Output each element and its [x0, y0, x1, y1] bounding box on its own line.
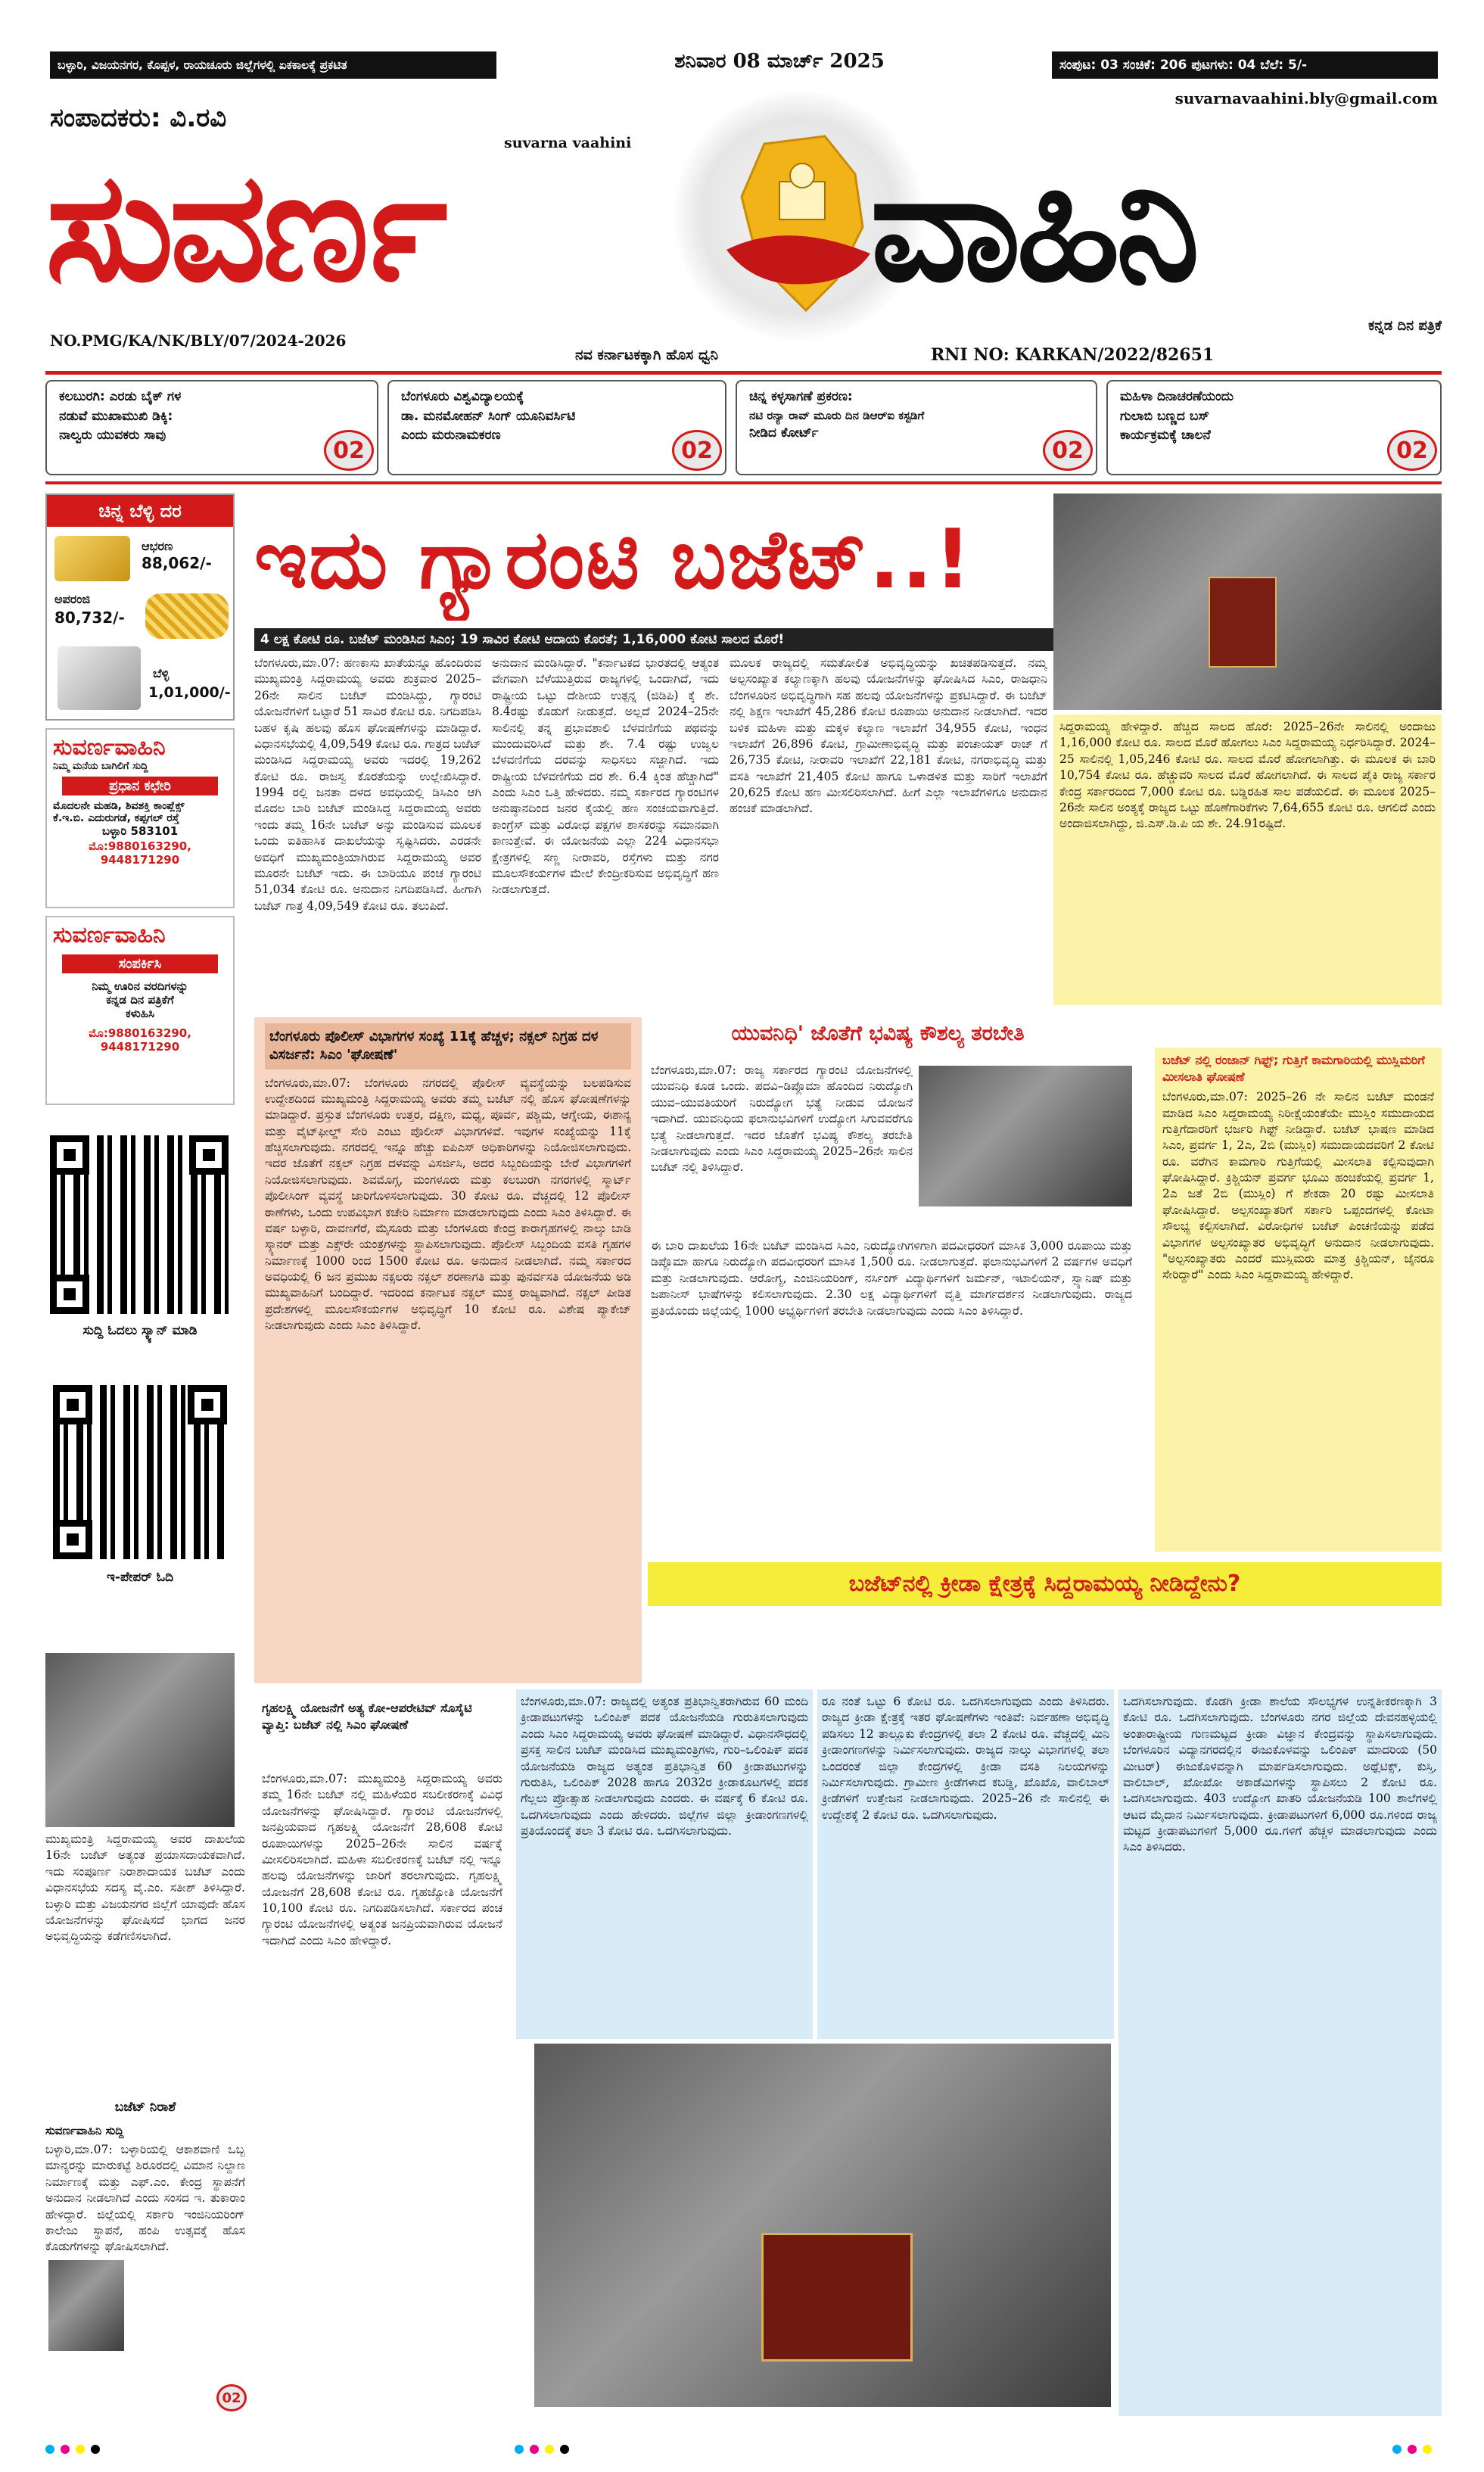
- sports-column: ರೂ ನಂತೆ ಒಟ್ಟು 6 ಕೋಟಿ ರೂ. ಒದಗಿಸಲಾಗುವುದು ಎಂದು ತಿಳಿಸಿದರು. ರಾಜ್ಯದ ಕ್ರೀಡಾ ಕ್ಷೇತ್ರಕ್ಕೆ ಇತರ ಘೋಷಣೆಗಳು ಇಂತಿವೆ: ನಿರ್ವಹಣಾ ಅಭಿವೃದ್ಧಿ ಪಡಿಸಲು 12 ತಾಲ್ಲೂಕು ಕೇಂದ್ರಗಳಲ್ಲಿ ತಲಾ 2 ಕೋಟಿ ರೂ. ವೆಚ್ಚದಲ್ಲಿ ಮಿನಿ ಕ್ರೀಡಾಂಗಣಗಳನ್ನು ನಿರ್ಮಿಸಲಾಗುವುದು. ರಾಜ್ಯದ ನಾಲ್ಕು ವಿಭಾಗಗಳಲ್ಲಿ ತಲಾ ಒಂದರಂತೆ ಜಿಲ್ಲಾ ಕೇಂದ್ರಗಳಲ್ಲಿ ಕ್ರೀಡಾ ವಸತಿ ನಿಲಯಗಳನ್ನು ನಿರ್ಮಿಸಲಾಗುವುದು. ಗ್ರಾಮೀಣ ಕ್ರೀಡೆಗಳಾದ ಕಬಡ್ಡಿ, ಖೊಖೊ, ವಾಲಿಬಾಲ್ ಕ್ರೀಡೆಗಳಿಗೆ ಉತ್ತೇಜನ ನೀಡಲಾಗುವುದು. 2025–26 ನೇ ಸಾಲಿನಲ್ಲಿ ಈ ಉದ್ದೇಶಕ್ಕೆ 2 ಕೋಟಿ ರೂ. ಒದಗಿಸಲಾಗುವುದು.: [817, 1689, 1114, 2039]
- police-story: [254, 1017, 642, 1683]
- assembly-photo: [45, 1653, 235, 1827]
- ad-brand: ಸುವರ್ಣವಾಹಿನಿ: [53, 734, 166, 761]
- budget-team-photo: [534, 2044, 1111, 2407]
- mp-portrait: [48, 2260, 124, 2351]
- ad-line: ಕನ್ನಡ ದಿನ ಪತ್ರಿಕೆಗೆ: [106, 993, 174, 1007]
- silver-label: ಬೆಳ್ಳಿ: [153, 666, 170, 680]
- youth-body: ಈ ಬಾರಿ ದಾಖಲೆಯ 16ನೇ ಬಜೆಟ್ ಮಂಡಿಸಿದ ಸಿಎಂ, ನಿರುದ್ಯೋಗಿಗಳಿಗಾಗಿ ಪದವೀಧರರಿಗೆ ಮಾಸಿಕ 3,000 ರೂಪಾಯಿ ಮತ್ತು ಡಿಪ್ಲೊಮಾ ಹಾಗೂ ನಿರುದ್ಯೋಗಿ ಪದವೀಧರರಿಗೆ ಮಾಸಿಕ 1,500 ರೂ. ನೀಡಲಾಗುತ್ತದೆ. ಫಲಾನುಭವಿಗಳಿಗೆ 2 ವರ್ಷಗಳ ಅವಧಿಗೆ ಮತ್ತು ನೀಡಲಾಗುವುದು. ಆರೋಗ್ಯ, ಎಂಜಿನಿಯರಿಂಗ್, ನರ್ಸಿಂಗ್ ವಿದ್ಯಾರ್ಥಿಗಳಿಗೆ ಜರ್ಮನ್, ಇಟಾಲಿಯನ್, ಸ್ಪ್ಯಾನಿಷ್ ಮತ್ತು ಜಪಾನೀಸ್ ಭಾಷೆಗಳನ್ನು ಕಲಿಸಲಾಗುವುದು. 2.30 ಲಕ್ಷ ವಿದ್ಯಾರ್ಥಿಗಳಿಗೆ ವೃತ್ತಿ ಮಾರ್ಗದರ್ಶನ ನೀಡಲಾಗುವುದು. ರಾಜ್ಯದ ಪ್ರತಿಯೊಂದು ಜಿಲ್ಲೆಯಲ್ಲಿ 1000 ಅಭ್ಯರ್ಥಿಗಳಿಗೆ ತರಬೇತಿ ನೀಡಲಾಗುವುದು ಎಂದು ಸಿಎಂ ತಿಳಿಸಿದ್ದಾರೆ.: [651, 1239, 1132, 1318]
- gold22-rate: 88,062/-: [142, 554, 212, 572]
- gruhalakshmi-body: ಬೆಂಗಳೂರು,ಮಾ.07: ಮುಖ್ಯಮಂತ್ರಿ ಸಿದ್ದರಾಮಯ್ಯ ಅವರು ತಮ್ಮ 16ನೇ ಬಜೆಟ್ ನಲ್ಲಿ ಮಹಿಳೆಯರ ಸಬಲೀಕರಣಕ್ಕೆ ವಿವಿಧ ಯೋಜನೆಗಳನ್ನು ಘೋಷಿಸಿದ್ದಾರೆ. ಗ್ಯಾರಂಟಿ ಯೋಜನೆಗಳಲ್ಲಿ ಜನಪ್ರಿಯವಾದ ಗೃಹಲಕ್ಷ್ಮಿ ಯೋಜನೆಗೆ 28,608 ಕೋಟಿ ರೂಪಾಯಿಗಳನ್ನು 2025–26ನೇ ಸಾಲಿನ ವರ್ಷಕ್ಕೆ ಮೀಸಲಿರಿಸಲಾಗಿದೆ. ಮಹಿಳಾ ಸಬಲೀಕರಣಕ್ಕೆ ಬಜೆಟ್ ನಲ್ಲಿ ಇನ್ನೂ ಹಲವು ಯೋಜನೆಗಳನ್ನು ಜಾರಿಗೆ ತರಲಾಗುವುದು. ಗೃಹಲಕ್ಷ್ಮಿ ಯೋಜನೆಗೆ 28,608 ಕೋಟಿ ರೂ. ಗೃಹಜ್ಯೋತಿ ಯೋಜನೆಗೆ 10,100 ಕೋಟಿ ರೂ. ನಿಗದಿಪಡಿಸಲಾಗಿದೆ. ಸರ್ಕಾರದ ಪಂಚ ಗ್ಯಾರಂಟಿ ಯೋಜನೆಗಳಲ್ಲಿ ಅತ್ಯಂತ ಜನಪ್ರಿಯವಾಗಿರುವ ಯೋಜನೆ ಇದಾಗಿದೆ ಎಂದು ಸಿಎಂ ಹೇಳಿದ್ದಾರೆ.: [262, 1772, 502, 1947]
- reservation-body: ಬೆಂಗಳೂರು,ಮಾ.07: 2025–26 ನೇ ಸಾಲಿನ ಬಜೆಟ್ ಮಂಡನೆ ಮಾಡಿದ ಸಿಎಂ ಸಿದ್ದರಾಮಯ್ಯ ನಿರೀಕ್ಷೆಯಂತೆಯೇ ಮುಸ್ಲಿಂ ಸಮುದಾಯದ ಗುತ್ತಿಗೆದಾರರಿಗೆ ಭರ್ಜರಿ ಗಿಫ್ಟ್ ನೀಡಿದ್ದಾರೆ. ಬಜೆಟ್ ಭಾಷಣ ಮಾಡಿದ ಸಿಎಂ, ಪ್ರವರ್ಗ 1, 2ಎ, 2ಬಿ (ಮುಸ್ಲಿಂ) ಸಮುದಾಯದವರಿಗೆ 2 ಕೋಟಿ ರೂ. ವರೆಗಿನ ಕಾಮಗಾರಿ ಗುತ್ತಿಗೆಯಲ್ಲಿ ಮೀಸಲಾತಿ ಕಲ್ಪಿಸುವುದಾಗಿ ಘೋಷಿಸಿದ್ದಾರೆ. ಕ್ರಿಶ್ಚಿಯನ್ ಪ್ರವರ್ಗ ಭೂಮಿ ಹಂಚಿಕೆಯಲ್ಲಿ ಪ್ರವರ್ಗ 1, 2ಎ ಜತೆ 2ಬಿ (ಮುಸ್ಲಿಂ) ಗೆ ಶೇಕಡಾ 20 ರಷ್ಟು ಮೀಸಲಾತಿ ಘೋಷಿಸಿದ್ದಾರೆ. ಅಲ್ಪಸಂಖ್ಯಾತರಿಗೆ ಸರ್ಕಾರಿ ಒಪ್ಪಂದಗಳಲ್ಲಿ ಕೋಟಾ ಸೌಲಭ್ಯ ಕಲ್ಪಿಸಲಾಗಿದೆ. ವಿರೋಧಿಗಳ ಬಜೆಟ್ ಪಿಂಚಣಿಯನ್ನು ಪಡೆದ ವಿಭಾಗಗಳ ಅಲ್ಪಸಂಖ್ಯಾತರ ಅಭಿವೃದ್ಧಿಗೆ ಅನುದಾನ ನೀಡಲಾಗುವುದು. "ಅಲ್ಪಸಂಖ್ಯಾತರು ಎಂದರೆ ಮುಸ್ಲಿಮರು ಮಾತ್ರ ಕ್ರಿಶ್ಚಿಯನ್, ಜೈನರೂ ಸೇರಿದ್ದಾರೆ" ಎಂದು ಸಿಎಂ ಸಿದ್ದರಾಮಯ್ಯ ಹೇಳಿದ್ದಾರೆ.: [1162, 1090, 1434, 1282]
- page-number-badge: 02: [1387, 430, 1437, 471]
- police-headline: ಬೆಂಗಳೂರು ಪೊಲೀಸ್ ವಿಭಾಗಗಳ ಸಂಖ್ಯೆ 11ಕ್ಕೆ ಹೆಚ್ಚಳ; ನಕ್ಸಲ್ ನಿಗ್ರಹ ದಳ ವಿಸರ್ಜನೆ: ಸಿಎಂ 'ಘೋಷಣೆ': [265, 1023, 631, 1069]
- ad-address-line: ಕೆ.ಇ.ಬಿ. ಎದುರುಗಡೆ, ಕಪ್ಪಗಲ್ ರಸ್ತೆ: [53, 812, 179, 824]
- teaser-line: ಗುಲಾಬಿ ಬಣ್ಣದ ಬಸ್: [1120, 408, 1209, 424]
- youth-headline: ಯುವನಿಧಿ' ಜೊತೆಗೆ ಭವಿಷ್ಯ ಕೌಶಲ್ಯ ತರಬೇತಿ: [731, 1022, 1025, 1045]
- districts-bar: [50, 51, 496, 79]
- budget-briefcase: [1209, 577, 1277, 668]
- gold-bars-icon: [54, 536, 130, 581]
- print-registration-marks: [45, 2445, 1442, 2455]
- page-number-badge: 02: [216, 2384, 247, 2411]
- reservation-headline: ಬಜೆಟ್ ನಲ್ಲಿ ರಂಜಾನ್ ಗಿಫ್ಟ್; ಗುತ್ತಿಗೆ ಕಾಮಗಾರಿಯಲ್ಲಿ ಮುಸ್ಲಿಮರಿಗೆ ಮೀಸಲಾತಿ ಘೋಷಣೆ: [1162, 1053, 1425, 1084]
- lead-column: ಮೂಲಕ ರಾಜ್ಯದಲ್ಲಿ ಸಮತೋಲಿತ ಅಭಿವೃದ್ಧಿಯನ್ನು ಖಚಿತಪಡಿಸುತ್ತದೆ. ನಮ್ಮ ಅಲ್ಪಸಂಖ್ಯಾತ ಕಲ್ಯಾಣಕ್ಕಾಗಿ ಹಲವು ಯೋಜನೆಗಳನ್ನು ಘೋಷಿಸಿದ ಸಿಎಂ, ರಾಜಧಾನಿ ಬೆಂಗಳೂರಿನ ಅಭಿವೃದ್ಧಿಗಾಗಿ ಸಹ ಹಲವು ಯೋಜನೆಗಳನ್ನು ಪ್ರಕಟಿಸಿದ್ದಾರೆ. ಈ ಬಜೆಟ್ ನಲ್ಲಿ ಶಿಕ್ಷಣ ಇಲಾಖೆಗೆ 45,286 ಕೋಟಿ ರೂಪಾಯಿ ಅನುದಾನ ನೀಡಲಾಗಿದೆ. ಇದರ ಬಳಿಕ ಮಹಿಳಾ ಮತ್ತು ಮಕ್ಕಳ ಕಲ್ಯಾಣ ಇಲಾಖೆಗೆ 34,955 ಕೋಟಿ, ಇಂಧನ ಇಲಾಖೆಗೆ 26,896 ಕೋಟಿ, ಗ್ರಾಮೀಣಾಭಿವೃದ್ಧಿ ಮತ್ತು ಪಂಚಾಯತ್ ರಾಜ್ ಗೆ 26,735 ಕೋಟಿ, ನೀರಾವರಿ ಇಲಾಖೆಗೆ 22,181 ಕೋಟಿ, ನಗರಾಭಿವೃದ್ಧಿ ಮತ್ತು ವಸತಿ ಇಲಾಖೆಗೆ 21,405 ಕೋಟಿ ಹಾಗೂ ಒಳಾಡಳಿತ ಮತ್ತು ಸಾರಿಗೆ ಇಲಾಖೆಗೆ 20,625 ಕೋಟಿ ಹಣ ಮೀಸಲಿರಿಸಲಾಗಿದೆ. ಹೀಗೆ ಎಲ್ಲಾ ಇಲಾಖೆಗಳಿಗೂ ಅನುದಾನ ಹಂಚಿಕೆ ಮಾಡಲಾಗಿದೆ.: [730, 656, 1047, 816]
- teaser-rule: [45, 481, 1442, 484]
- ad-address-line: ಬಳ್ಳಾರಿ 583101: [101, 824, 179, 838]
- lead-column: ಬೆಂಗಳೂರು,ಮಾ.07: ಹಣಕಾಸು ಖಾತೆಯನ್ನೂ ಹೊಂದಿರುವ ಮುಖ್ಯಮಂತ್ರಿ ಸಿದ್ದರಾಮಯ್ಯ ಅವರು ಶುಕ್ರವಾರ 2025–26ನೇ ಸಾಲಿನ ಬಜೆಟ್ ಮಂಡಿಸಿದ್ದು, ಗ್ಯಾರಂಟಿ ಯೋಜನೆಗಳಿಗೆ ಒಟ್ಟಾರೆ 51 ಸಾವಿರ ಕೋಟಿ ರೂ. ನಿಗದಿಪಡಿಸಿ ಬಹಳ ಕೃಷಿ ಹಲವು ಹೊಸ ಘೋಷಣೆಗಳನ್ನು ಮಾಡಿದ್ದಾರೆ. ವಿಧಾನಸಭೆಯಲ್ಲಿ 4,09,549 ಕೋಟಿ ರೂ. ಗಾತ್ರದ ಬಜೆಟ್ ಮಂಡಿಸಿದ ಸಿದ್ದರಾಮಯ್ಯ ಅವರು ಇದರಲ್ಲಿ 19,262 ಕೋಟಿ ರೂ. ರಾಜಸ್ವ ಕೊರತೆಯನ್ನು ಉಲ್ಲೇಖಿಸಿದ್ದಾರೆ. 1994 ರಲ್ಲಿ ಜನತಾ ದಳದ ಅವಧಿಯಲ್ಲಿ ಡಿಸಿಎಂ ಆಗಿ ಮೊದಲ ಬಾರಿ ಬಜೆಟ್ ಮಂಡಿಸಿದ್ದ ಸಿದ್ದರಾಮಯ್ಯ ಅವರು ಇಂದು ತಮ್ಮ 16ನೇ ಬಜೆಟ್ ಅನ್ನು ಮಂಡಿಸುವ ಮೂಲಕ ಒಂದು ಐತಿಹಾಸಿಕ ದಾಖಲೆಯನ್ನು ಸೃಷ್ಟಿಸಿದರು. ಎರಡನೇ ಅವಧಿಗೆ ಮುಖ್ಯಮಂತ್ರಿಯಾಗಿರುವ ಸಿದ್ದರಾಮಯ್ಯ ಅವರ ಮೂರನೇ ಬಜೆಟ್ ಇದು. ಈ ಬಾರಿಯೂ ಪಂಚ ಗ್ಯಾರಂಟಿ 51,034 ಕೋಟಿ ರೂ. ಅನುದಾನ ನಿಗದಿಪಡಿಸಿದೆ. ಹೀಗಾಗಿ ಬಜೆಟ್ ಗಾತ್ರ 4,09,549 ಕೋಟಿ ರೂ. ತಲುಪಿದೆ.: [254, 656, 481, 913]
- gold-chain-icon: [145, 593, 229, 639]
- news-qr-code[interactable]: [50, 1135, 229, 1314]
- teaser-box[interactable]: [387, 380, 726, 475]
- office-ad: [45, 728, 235, 908]
- teaser-box[interactable]: [45, 380, 378, 475]
- page-number-badge: 02: [1043, 430, 1093, 471]
- page-number-badge: 02: [324, 430, 374, 471]
- gold24-rate: 80,732/-: [54, 609, 125, 627]
- ad-phone: ಮೊ:9880163290, 9448171290: [89, 1026, 191, 1054]
- teaser-line: ಬೆಂಗಳೂರು ವಿಶ್ವವಿದ್ಯಾಲಯಕ್ಕೆ: [401, 389, 524, 404]
- sports-column: ಬೆಂಗಳೂರು,ಮಾ.07: ರಾಜ್ಯದಲ್ಲಿ ಅತ್ಯಂತ ಪ್ರತಿಭಾನ್ವಿತರಾಗಿರುವ 60 ಮಂದಿ ಕ್ರೀಡಾಪಟುಗಳನ್ನು ಒಲಿಂಪಿಕ್ ಪದಕ ಯೋಜನೆಯಡಿ ಗುರುತಿಸಲಾಗುವುದು ಎಂದು ಸಿಎಂ ಸಿದ್ದರಾಮಯ್ಯ ಅವರು ಘೋಷಣೆ ಮಾಡಿದ್ದಾರೆ. ವಿಧಾನಸೌಧದಲ್ಲಿ ಪ್ರಸಕ್ತ ಸಾಲಿನ ಬಜೆಟ್ ಮಂಡಿಸಿದ ಮುಖ್ಯಮಂತ್ರಿಗಳು, ಗುರಿ–ಒಲಿಂಪಿಕ್ ಪದಕ ಯೋಜನೆಯಡಿ ರಾಜ್ಯದ ಅತ್ಯಂತ ಪ್ರತಿಭಾನ್ವಿತ 60 ಕ್ರೀಡಾಪಟುಗಳನ್ನು ಗುರುತಿಸಿ, ಒಲಿಂಪಿಕ್ 2028 ಹಾಗೂ 2032ರ ಕ್ರೀಡಾಕೂಟಗಳಲ್ಲಿ ಪದಕ ಗೆಲ್ಲಲು ಪ್ರೋತ್ಸಾಹ ನೀಡಲಾಗುವುದು ಎಂದರು. ಈ ವರ್ಷಕ್ಕೆ 6 ಕೋಟಿ ರೂ. ಒದಗಿಸಲಾಗುವುದು ಎಂದು ಹೇಳಿದರು. ಜಿಲ್ಲೆಗಳ ಜಿಲ್ಲಾ ಕ್ರೀಡಾಂಗಣಗಳಲ್ಲಿ ಪ್ರತಿಯೊಂದಕ್ಕೆ ತಲಾ 3 ಕೋಟಿ ರೂ. ಒದಗಿಸಲಾಗುವುದು.: [516, 1689, 813, 2039]
- lead-subheadline-strip: [254, 628, 1053, 651]
- lead-column: ಅನುದಾನ ಮಂಡಿಸಿದ್ದಾರೆ. "ಕರ್ನಾಟಕದ ಭಾರತದಲ್ಲಿ ಆತ್ಯಂತ ವೇಗವಾಗಿ ಬೆಳೆಯುತ್ತಿರುವ ರಾಜ್ಯಗಳಲ್ಲಿ ಒಂದಾಗಿದೆ, ಇದು ರಾಷ್ಟ್ರೀಯ ಒಟ್ಟು ದೇಶೀಯ ಉತ್ಪನ್ನ (ಜಿಡಿಪಿ) ಕ್ಕೆ ಶೇ. 8.4ರಷ್ಟು ಕೊಡುಗೆ ನೀಡುತ್ತದೆ. ಅಲ್ಲದೆ 2024–25ನೇ ಸಾಲಿನಲ್ಲಿ ತನ್ನ ಪ್ರಭಾವಶಾಲಿ ಬೆಳವಣಿಗೆಯ ಪಥವನ್ನು ಮುಂದುವರಿಸಿದೆ ಮತ್ತು ಶೇ. 7.4 ರಷ್ಟು ಉಜ್ವಲ ಬೆಳವಣಿಗೆಯ ದರವನ್ನು ಸಾಧಿಸಲು ಸಜ್ಜಾಗಿದೆ. ಇದು ರಾಷ್ಟ್ರೀಯ ಬೆಳವಣಿಗೆಯ ದರ ಶೇ. 6.4 ಕ್ಕಿಂತ ಹೆಚ್ಚಾಗಿದೆ" ಎಂದು ಸಿಎಂ ಒತ್ತಿ ಹೇಳಿದರು. ನಮ್ಮ ಸರ್ಕಾರದ ಗ್ಯಾರಂಟಿಗಳ ಅನುಷ್ಠಾನದಿಂದ ಜನರ ಕೈಯಲ್ಲಿ ಹಣ ಸಂಚಯವಾಗುತ್ತಿದೆ. ಕಾಂಗ್ರೆಸ್ ಮತ್ತು ವಿರೋಧ ಪಕ್ಷಗಳ ಶಾಸಕರನ್ನು ಸಮಾನವಾಗಿ ಕಾಣುತ್ತೇವೆ. ಈ ಯೋಜನೆಯ ಎಲ್ಲಾ 224 ವಿಧಾನಸಭಾ ಕ್ಷೇತ್ರಗಳಲ್ಲಿ ಸಣ್ಣ ನೀರಾವರಿ, ರಸ್ತೆಗಳು ಮತ್ತು ನಗರ ಮೂಲಸೌಕರ್ಯಗಳ ಮೇಲೆ ಕೇಂದ್ರೀಕರಿಸುವ ಅಭಿವೃದ್ಧಿಗೆ ಹಣ ನೀಡಲಾಗುತ್ತದೆ.: [492, 656, 719, 897]
- masthead-tagline: ನವ ಕರ್ನಾಟಕಕ್ಕಾಗಿ ಹೊಸ ಧ್ವನಿ: [575, 347, 719, 363]
- ad-line: ಕಳುಹಿಸಿ: [126, 1007, 154, 1020]
- rni-number: RNI NO: KARKAN/2022/82651: [931, 345, 1215, 365]
- teaser-line: ಚಿನ್ನ ಕಳ್ಳಸಾಗಣೆ ಪ್ರಕರಣ:: [749, 389, 853, 404]
- reaction-byline: ಸುವರ್ಣವಾಹಿನಿ ಸುದ್ದಿ: [45, 2124, 124, 2137]
- gruhalakshmi-headline: ಗೃಹಲಕ್ಷ್ಮಿ ಯೋಜನೆಗೆ ಅತ್ಯ ಕೋ-ಆಪರೇಟಿವ್ ಸೊಸೈಟಿ ವ್ಯಾಪ್ತಿ: ಬಜೆಟ್ ನಲ್ಲಿ ಸಿಎಂ ಘೋಷಣೆ: [262, 1701, 472, 1732]
- teaser-box[interactable]: [1106, 380, 1442, 475]
- teaser-line: ಡಾ. ಮನಮೋಹನ್ ಸಿಂಗ್ ಯೂನಿವರ್ಸಿಟಿ: [401, 408, 576, 424]
- youth-body: ಬೆಂಗಳೂರು,ಮಾ.07: ರಾಜ್ಯ ಸರ್ಕಾರದ ಗ್ಯಾರಂಟಿ ಯೋಜನೆಗಳಲ್ಲಿ ಯುವನಿಧಿ ಕೂಡ ಒಂದು. ಪದವಿ–ಡಿಪ್ಲೊಮಾ ಹೊಂದಿದ ನಿರುದ್ಯೋಗಿ ಯುವ–ಯುವತಿಯರಿಗೆ ನಿರುದ್ಯೋಗ ಭತ್ಯೆ ನೀಡುವ ಯೋಜನೆ ಇದಾಗಿದೆ. ಯುವನಿಧಿಯ ಫಲಾನುಭವಿಗಳಿಗೆ ಉದ್ಯೋಗ ಸಿಗುವವರೆಗೂ ಭತ್ಯೆ ನೀಡಲಾಗುತ್ತದೆ. ಇದರ ಜೊತೆಗೆ ಭವಿಷ್ಯ ಕೌಶಲ್ಯ ತರಬೇತಿ ನೀಡಲಾಗುವುದು ಎಂದು ಸಿಎಂ ಸಿದ್ದರಾಮಯ್ಯ 2025–26ನೇ ಸಾಲಿನ ಬಜೆಟ್ ನಲ್ಲಿ ತಿಳಿಸಿದ್ದಾರೆ.: [651, 1063, 913, 1175]
- lead-subheadline: 4 ಲಕ್ಷ ಕೋಟಿ ರೂ. ಬಜೆಟ್ ಮಂಡಿಸಿದ ಸಿಎಂ; 19 ಸಾವಿರ ಕೋಟಿ ಆದಾಯ ಕೊರತೆ; 1,16,000 ಕೋಟಿ ಸಾಲದ ಮೊರೆ!: [260, 632, 785, 647]
- ad-phone: ಮೊ:9880163290, 9448171290: [89, 839, 191, 867]
- gold24-label: ಅಪರಂಜಿ: [54, 592, 91, 606]
- contact-email[interactable]: suvarnavaahini.bly@gmail.com: [1174, 89, 1438, 107]
- budget-briefcase: [761, 2233, 913, 2361]
- masthead-title-right: ವಾಹಿನಿ: [870, 151, 1196, 316]
- teaser-line: ಕಲಬುರಗಿ: ಎರಡು ಬೈಕ್ ಗಳ: [59, 389, 182, 404]
- teaser-line: ನಾಲ್ವರು ಯುವಕರು ಸಾವು: [59, 428, 166, 443]
- teaser-line: ಎಂದು ಮರುನಾಮಕರಣ: [401, 428, 501, 443]
- reaction-body: ಮುಖ್ಯಮಂತ್ರಿ ಸಿದ್ದರಾಮಯ್ಯ ಅವರ ದಾಖಲೆಯ 16ನೇ ಬಜೆಟ್ ಅತ್ಯಂತ ಪ್ರಯಾಸದಾಯಕವಾಗಿದೆ. ಇದು ಸಂಪೂರ್ಣ ನಿರಾಶಾದಾಯಕ ಬಜೆಟ್ ಎಂದು ವಿಧಾನಸಭೆಯ ಸದಸ್ಯ ವೈ.ಎಂ. ಸತೀಶ್ ತಿಳಿಸಿದ್ದಾರೆ. ಬಳ್ಳಾರಿ ಮತ್ತು ವಿಜಯನಗರ ಜಿಲ್ಲೆಗೆ ಯಾವುದೇ ಹೊಸ ಯೋಜನೆಗಳನ್ನು ಘೋಷಿಸದೆ ಭಾಗದ ಜನರ ಅಭಿವೃದ್ಧಿಯನ್ನು ಕಡೆಗಣಿಸಲಾಗಿದೆ.: [45, 1832, 245, 1944]
- police-body: ಬೆಂಗಳೂರು,ಮಾ.07: ಬೆಂಗಳೂರು ನಗರದಲ್ಲಿ ಪೊಲೀಸ್ ವ್ಯವಸ್ಥೆಯನ್ನು ಬಲಪಡಿಸುವ ಉದ್ದೇಶದಿಂದ ಮುಖ್ಯಮಂತ್ರಿ ಸಿದ್ದರಾಮಯ್ಯ ಅವರು ತಮ್ಮ ಬಜೆಟ್ ನಲ್ಲಿ ಹೊಸ ಘೋಷಣೆಗಳನ್ನು ಮಾಡಿದ್ದಾರೆ. ಪ್ರಸ್ತುತ ಬೆಂಗಳೂರು ಉತ್ತರ, ದಕ್ಷಿಣ, ಮಧ್ಯ, ಪೂರ್ವ, ಪಶ್ಚಿಮ, ಆಗ್ನೇಯ, ಈಶಾನ್ಯ ಮತ್ತು ವೈಟ್‌ಫೀಲ್ಡ್ ಸೇರಿ ಎಂಟು ಪೊಲೀಸ್ ವಿಭಾಗಗಳಿವೆ. ಇವುಗಳ ಸಂಖ್ಯೆಯನ್ನು 11ಕ್ಕೆ ಹೆಚ್ಚಿಸಲಾಗುವುದು. ನಗರದಲ್ಲಿ ಇನ್ನೂ ಹೆಚ್ಚು ಐಪಿಎಸ್ ಅಧಿಕಾರಿಗಳನ್ನು ನಿಯೋಜಿಸಲಾಗುವುದು. ಇದರ ಜೊತೆಗೆ ನಕ್ಸಲ್ ನಿಗ್ರಹ ದಳವನ್ನು ವಿಸರ್ಜಿಸಿ, ಅದರ ಸಿಬ್ಬಂದಿಯನ್ನು ಬೇರೆ ವಿಭಾಗಗಳಿಗೆ ನಿಯೋಜಿಸಲಾಗುವುದು. ಶಿವಮೊಗ್ಗ, ಮಂಗಳೂರು ಮತ್ತು ಕಲಬುರಗಿ ನಗರಗಳಲ್ಲಿ ಸ್ಮಾರ್ಟ್ ಪೊಲೀಸಿಂಗ್ ವ್ಯವಸ್ಥೆ ಜಾರಿಗೊಳಿಸಲಾಗುವುದು. 30 ಕೋಟಿ ರೂ. ವೆಚ್ಚದಲ್ಲಿ 12 ಪೊಲೀಸ್ ಠಾಣೆಗಳು, ಒಂದು ಉಪವಿಭಾಗ ಕಚೇರಿ ನಿರ್ಮಾಣ ಮಾಡಲಾಗುವುದು ಎಂದು ಸಿಎಂ ತಿಳಿಸಿದ್ದಾರೆ. ಈ ವರ್ಷ ಬಳ್ಳಾರಿ, ದಾವಣಗೆರೆ, ಮೈಸೂರು ಮತ್ತು ಬೆಂಗಳೂರು ಕೇಂದ್ರ ಕಾರಾಗೃಹಗಳಲ್ಲಿ ನಾಲ್ಕು ಬಾಡಿ ಸ್ಕ್ಯಾನರ್ ಮತ್ತು ಎಕ್ಸ್‌ರೇ ಯಂತ್ರಗಳನ್ನು ಸ್ಥಾಪಿಸಲಾಗುವುದು. ಪೊಲೀಸ್ ಸಿಬ್ಬಂದಿಯ ವಸತಿ ಗೃಹಗಳ ನಿರ್ಮಾಣಕ್ಕೆ 1000 ರಿಂದ 1500 ಕೋಟಿ ರೂ. ಅನುದಾನ ನೀಡಲಾಗಿದೆ. ನಮ್ಮ ಸರ್ಕಾರದ ಅವಧಿಯಲ್ಲಿ 6 ಜನ ಪ್ರಮುಖ ನಕ್ಸಲರು ನಕ್ಸಲ್ ಶರಣಾಗತಿ ಮತ್ತು ಪುನರ್ವಸತಿ ಯೋಜನೆಯ ಅಡಿ ಮುಖ್ಯವಾಹಿನಿಗೆ ಬಂದಿದ್ದಾರೆ. ಇದರಿಂದ ಕರ್ನಾಟಕ ನಕ್ಸಲ್ ಮುಕ್ತ ರಾಜ್ಯವಾಗಿದೆ. ನಕ್ಸಲ್ ಪೀಡಿತ ಪ್ರದೇಶಗಳಲ್ಲಿ ಮೂಲಸೌಕರ್ಯಗಳ ಅಭಿವೃದ್ಧಿಗೆ 10 ಕೋಟಿ ರೂ. ವಿಶೇಷ ಪ್ಯಾಕೇಜ್ ನೀಡಲಾಗುವುದು ಎಂದು ಸಿಎಂ ತಿಳಿಸಿದ್ದಾರೆ.: [265, 1076, 631, 1333]
- districts-text: ಬಳ್ಳಾರಿ, ವಿಜಯನಗರ, ಕೊಪ್ಪಳ, ರಾಯಚೂರು ಜಿಲ್ಲೆಗಳಲ್ಲಿ ಏಕಕಾಲಕ್ಕೆ ಪ್ರಕಟಿತ: [58, 58, 347, 72]
- silver-rate: 1,01,000/-: [148, 684, 231, 701]
- ad-subline: ನಿಮ್ಮ ಮನೆಯ ಬಾಗಿಲಿಗೆ ಸುದ್ದಿ: [53, 761, 148, 772]
- teaser-line: ನೀಡಿದ ಕೋರ್ಟ್: [749, 425, 819, 441]
- youth-photo: [919, 1066, 1132, 1206]
- reaction-body: ಬಳ್ಳಾರಿ,ಮಾ.07: ಬಳ್ಳಾರಿಯಲ್ಲಿ ಆಕಾಶವಾಣಿ ಒಬ್ಬ ಮಾನ್ಯರನ್ನು ಮಾರುಕಟ್ಟೆ ಶಿರೂರದಲ್ಲಿ ವಿಮಾನ ನಿಲ್ದಾಣ ನಿರ್ಮಾಣಕ್ಕೆ ಮತ್ತು ಎಫ್.ಎಂ. ಕೇಂದ್ರ ಸ್ಥಾಪನೆಗೆ ಅನುದಾನ ನೀಡಲಾಗಿದೆ ಎಂದು ಸಂಸದ ಇ. ತುಕಾರಾಂ ಹೇಳಿದ್ದಾರೆ. ಜಿಲ್ಲೆಯಲ್ಲಿ ಸರ್ಕಾರಿ ಇಂಜಿನಿಯರಿಂಗ್ ಕಾಲೇಜು ಸ್ಥಾಪನೆ, ಹಂಪಿ ಉತ್ಸವಕ್ಕೆ ಹೊಸ ಕೊಡುಗೆಗಳನ್ನು ಘೋಷಿಸಲಾಗಿದೆ.: [45, 2143, 245, 2254]
- teaser-line: ನಡುವೆ ಮುಖಾಮುಖಿ ಡಿಕ್ಕಿ:: [59, 408, 173, 424]
- editor-name: ಸಂಪಾದಕರು: ವಿ.ರವಿ: [50, 103, 227, 133]
- gold-rate-box: [45, 493, 235, 721]
- teaser-line: ಕಾರ್ಯಕ್ರಮಕ್ಕೆ ಚಾಲನೆ: [1120, 428, 1211, 443]
- ad-line: ನಿಮ್ಮ ಊರಿನ ವರದಿಗಳನ್ನು: [92, 979, 188, 993]
- qr-caption: ಸುದ್ದಿ ಓದಲು ಸ್ಕ್ಯಾನ್ ಮಾಡಿ: [82, 1323, 198, 1338]
- ad-ribbon: ಪ್ರಧಾನ ಕಛೇರಿ: [62, 777, 218, 795]
- reaction-subhead: ಬಜೆಟ್ ನಿರಾಶೆ: [114, 2100, 176, 2115]
- paper-type: ಕನ್ನಡ ದಿನ ಪತ್ರಿಕೆ: [1368, 318, 1442, 334]
- postal-reg-no: NO.PMG/KA/NK/BLY/07/2024-2026: [50, 332, 347, 350]
- issue-date: ಶನಿವಾರ 08 ಮಾರ್ಚ್ 2025: [674, 50, 885, 73]
- teaser-line: ಮಹಿಳಾ ದಿನಾಚರಣೆಯಂದು: [1120, 389, 1234, 404]
- qr-caption: ಇ-ಪೇಪರ್ ಓದಿ: [106, 1570, 174, 1585]
- issue-info-bar: [1052, 51, 1438, 79]
- cm-budget-photo: [1053, 493, 1442, 710]
- teaser-box[interactable]: [736, 380, 1097, 475]
- gold-rate-title: ಚಿನ್ನ ಬೆಳ್ಳಿ ದರ: [47, 495, 233, 527]
- masthead-title-left: ಸುವರ್ಣ: [45, 151, 443, 316]
- ad-brand: ಸುವರ್ಣವಾಹಿನಿ: [53, 922, 166, 948]
- reservation-story: [1155, 1048, 1442, 1552]
- gold22-label: ಆಭರಣ: [142, 539, 173, 553]
- ad-address-line: ಮೊದಲನೇ ಮಹಡಿ, ಶಿವಶಕ್ತಿ ಕಾಂಪ್ಲೆಕ್ಸ್: [53, 800, 185, 812]
- masthead-latin-name: suvarna vaahini: [504, 135, 632, 151]
- page-number-badge: 02: [672, 430, 722, 471]
- issue-info: ಸಂಪುಟ: 03 ಸಂಚಿಕೆ: 206 ಪುಟಗಳು: 04 ಬೆಲೆ: 5/-: [1059, 58, 1308, 73]
- lead-column: ಸಿದ್ದರಾಮಯ್ಯ ಹೇಳಿದ್ದಾರೆ. ಹೆಚ್ಚಿದ ಸಾಲದ ಹೊರೆ: 2025–26ನೇ ಸಾಲಿನಲ್ಲಿ ಅಂದಾಜು 1,16,000 ಕೋಟಿ ರೂ. ಸಾಲದ ಮೊರೆ ಹೋಗಲು ಸಿಎಂ ಸಿದ್ದರಾಮಯ್ಯ ನಿರ್ಧರಿಸಿದ್ದಾರೆ. 2024–25 ಸಾಲಿನಲ್ಲಿ 1,05,246 ಕೋಟಿ ರೂ. ಸಾಲದ ಮೊರೆ ಹೋಗಲಾಗಿತ್ತು. ಈ ಮೂಲಕ ಈ ಬಾರಿ 10,754 ಕೋಟಿ ರೂ. ಹೆಚ್ಚುವರಿ ಸಾಲದ ಮೊರೆ ಹೋಗಲಾಗಿದೆ. ಈ ಸಾಲದ ಪೈಕಿ ರಾಜ್ಯ ಸರ್ಕಾರ ಕೇಂದ್ರ ಸರ್ಕಾರದಿಂದ 7,000 ಕೋಟಿ ರೂ. ಬಡ್ಡಿರಹಿತ ಸಾಲ ಪಡೆಯಲಿದೆ. ಈ ಮೂಲಕ 2025–26ನೇ ಸಾಲಿನ ಅಂತ್ಯಕ್ಕೆ ರಾಜ್ಯದ ಒಟ್ಟು ಹೊಣೆಗಾರಿಕೆಗಳು 7,64,655 ಕೋಟಿ ರೂ. ಆಗಲಿದೆ ಎಂದು ಅಂದಾಜಿಸಲಾಗಿದ್ದು, ಜಿ.ಎಸ್.ಡಿ.ಪಿ ಯ ಶೇ. 24.91ರಷ್ಟಿದೆ.: [1053, 715, 1442, 1005]
- silver-bars-icon: [58, 646, 141, 710]
- sports-headline: ಬಜೆಟ್‌ನಲ್ಲಿ ಕ್ರೀಡಾ ಕ್ಷೇತ್ರಕ್ಕೆ ಸಿದ್ದರಾಮಯ್ಯ ನೀಡಿದ್ದೇನು?: [648, 1562, 1442, 1606]
- masthead-rule: [45, 371, 1442, 375]
- ad-ribbon: ಸಂಪರ್ಕಿಸಿ: [62, 954, 218, 973]
- epaper-qr-code[interactable]: [53, 1385, 227, 1559]
- contact-ad: [45, 916, 235, 1105]
- sports-column: ಒದಗಿಸಲಾಗುವುದು. ಕೊಡಗಿ ಕ್ರೀಡಾ ಶಾಲೆಯ ಸೌಲಭ್ಯಗಳ ಉನ್ನತೀಕರಣಕ್ಕಾಗಿ 3 ಕೋಟಿ ರೂ. ಒದಗಿಸಲಾಗುವುದು. ಬೆಂಗಳೂರು ನಗರ ಜಿಲ್ಲೆಯ ದೇವನಹಳ್ಳಿಯಲ್ಲಿ ಅಂತಾರಾಷ್ಟ್ರೀಯ ಗುಣಮಟ್ಟದ ಕ್ರೀಡಾ ವಿಜ್ಞಾನ ಕೇಂದ್ರವನ್ನು ಸ್ಥಾಪಿಸಲಾಗುವುದು. ಬೆಂಗಳೂರಿನ ವಿದ್ಯಾನಗರದಲ್ಲಿನ ಈಜುಕೊಳವನ್ನು ಒಲಿಂಪಿಕ್ ಮಾದರಿಯ (50 ಮೀಟರ್) ಈಜುಕೊಳವನ್ನಾಗಿ ಮಾರ್ಪಡಿಸಲಾಗುವುದು. ಅಥ್ಲೆಟಿಕ್ಸ್, ಕುಸ್ತಿ, ವಾಲಿಬಾಲ್, ಖೋಖೋ ಅಕಾಡೆಮಿಗಳನ್ನು ಸ್ಥಾಪಿಸಲು 2 ಕೋಟಿ ರೂ. ಒದಗಿಸಲಾಗುವುದು. 403 ಉದ್ಯೋಗ ಖಾತರಿ ಯೋಜನೆಯಡಿ 100 ಶಾಲೆಗಳಲ್ಲಿ ಆಟದ ಮೈದಾನ ನಿರ್ಮಿಸಲಾಗುವುದು. ಕ್ರೀಡಾಪಟುಗಳಿಗೆ 6,000 ರೂ.ಗಳಿಂದ ರಾಜ್ಯ ಮಟ್ಟದ ಕ್ರೀಡಾಪಟುಗಳಿಗೆ 5,000 ರೂ.ಗಳಿಗೆ ಹೆಚ್ಚಳ ಮಾಡಲಾಗುವುದು ಎಂದು ಸಿಎಂ ತಿಳಿಸಿದರು.: [1118, 1689, 1442, 2416]
- lead-headline: ಇದು ಗ್ಯಾರಂಟಿ ಬಜೆಟ್..!: [254, 512, 973, 607]
- teaser-line: ನಟಿ ರನ್ಯಾ ರಾವ್ ಮೂರು ದಿನ ಡಿಆರ್‌ಐ ಕಸ್ಟಡಿಗೆ: [749, 408, 925, 422]
